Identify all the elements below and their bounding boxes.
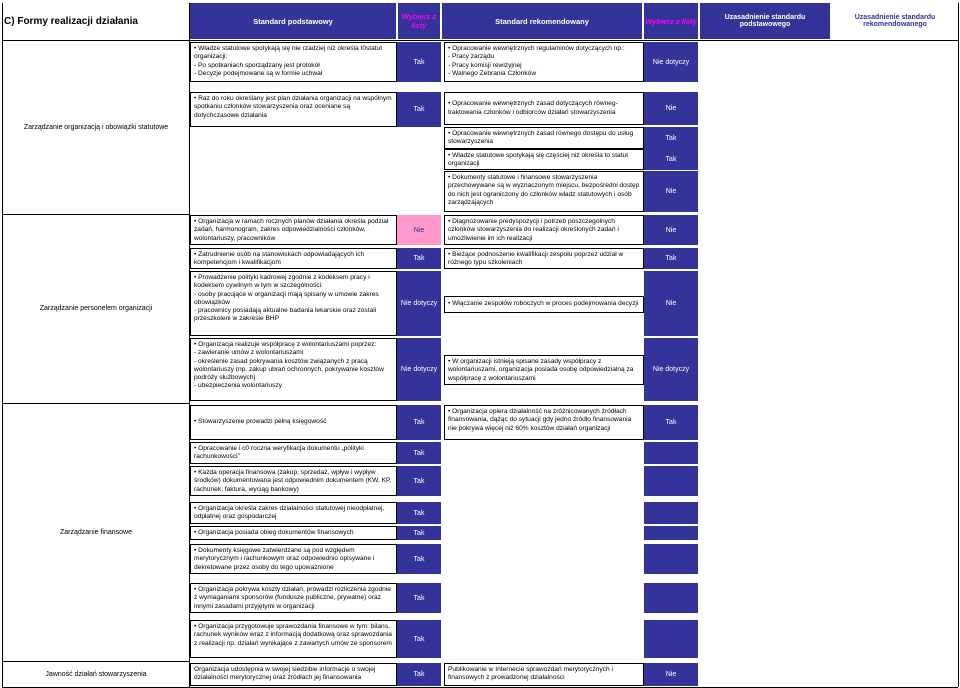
basic-value-10[interactable]: Tak xyxy=(397,502,441,524)
category-transparency: Jawność działań stowarzyszenia xyxy=(45,670,147,678)
recommended-value-4[interactable]: Tak xyxy=(644,149,698,170)
recommended-value-5[interactable]: Nie xyxy=(644,171,698,212)
recommended-empty-3[interactable] xyxy=(644,502,698,524)
recommended-empty-2[interactable] xyxy=(644,466,698,496)
header-justification-basic: Uzasadnienie standardu podstawowego xyxy=(700,3,830,39)
header-justification-recommended: Uzasadnienie standardu rekomendowanego xyxy=(854,14,936,28)
basic-standard-2: • Raz do roku określany jest plan działania organizacji na wspólnym spotkaniu członków stowarzyszenia oraz oceniane są dotychczasowe działania xyxy=(190,92,397,127)
recommended-value-2[interactable]: Nie xyxy=(644,92,698,125)
basic-standard-7: • Stowarzyszenie prowadzi pełną księgowość xyxy=(190,405,397,440)
category-finance: Zarządzanie finansowe xyxy=(60,528,132,536)
recommended-value-9[interactable]: Nie dotyczy xyxy=(644,338,698,401)
recommended-standard-1: • Opracowanie wewnętrznych regulaminów dotyczących np.: - Pracy zarządu - Pracy komisji rewizyjnej - Walnego Zebrania Członków xyxy=(444,42,644,82)
basic-standard-15: Organizacja udostępnia w swojej siedzibie informacje o swojej działalności merytorycznej oraz źródłach jej finansowania xyxy=(190,663,397,686)
basic-value-7[interactable]: Tak xyxy=(397,405,441,440)
category-management: Zarządzanie organizacją i obowiązki statutowe xyxy=(23,123,169,131)
category-personnel: Zarządzanie personelem organizacji xyxy=(39,305,153,312)
basic-value-14[interactable]: Tak xyxy=(397,620,441,658)
basic-value-2[interactable]: Tak xyxy=(397,92,441,127)
basic-value-12[interactable]: Tak xyxy=(397,544,441,574)
basic-value-4[interactable]: Tak xyxy=(397,248,441,269)
recommended-empty-4[interactable] xyxy=(644,526,698,540)
basic-standard-4: • Zatrudnienie osób na stanowiskach odpowiadających ich kompetencjom i kwalifikacjom xyxy=(190,248,397,269)
basic-value-3[interactable]: Nie xyxy=(397,215,441,245)
recommended-empty-5[interactable] xyxy=(644,544,698,574)
recommended-value-7[interactable]: Tak xyxy=(644,248,698,269)
header-pick-list-1[interactable]: Wybierz z listy xyxy=(398,3,440,39)
basic-standard-14: • Organizacja przygotowuje sprawozdania finansowe w tym: bilans, rachunek wyników wraz z informacją dodatkową oraz sprawozdania z realizacji np. działań wynikające z zawartych umów ze sponsorem xyxy=(190,620,397,658)
recommended-empty-1[interactable] xyxy=(644,442,698,464)
recommended-standard-7: • Bieżące podnoszenie kwalifikacji zespołu poprzez udział w różnego typu szkoleniach xyxy=(444,248,644,269)
basic-value-5[interactable]: Nie dotyczy xyxy=(397,271,441,336)
left-border xyxy=(2,3,3,687)
recommended-standard-5: • Dokumenty statutowe i finansowe stowarzyszenia przechowywane są w wyznaczonym miejscu, bezpośredni dostęp do nich jest ograniczony do członków władz statutowych i osób zarządzających xyxy=(444,171,644,212)
basic-value-1[interactable]: Tak xyxy=(397,42,441,82)
recommended-value-8[interactable]: Nie xyxy=(644,271,698,336)
basic-standard-8: • Opracowanie i c0 roczna weryfikacja dokumentu „polityki rachunkowości” xyxy=(190,442,397,464)
recommended-standard-10: • Organizacja opiera działalność na zróżnicowanych źródłach finansowania, dążąc do sytuacji gdy jedno źródło finansowania nie pokrywa więcej niż 60% kosztów działań organizacji xyxy=(444,405,644,440)
basic-value-9[interactable]: Tak xyxy=(397,466,441,496)
basic-standard-3: • Organizacja w ramach rocznych planów działania określa podział zadań, harmonogram, zakres odpowiedzialności członków, wolontariuszy, pracowników xyxy=(190,215,397,245)
basic-value-13[interactable]: Tak xyxy=(397,583,441,613)
header-pick-list-2[interactable]: Wybierz z listy xyxy=(644,3,698,39)
basic-standard-6: • Organizacja realizuje współpracę z wolontariuszami poprzez: - zawieranie umów z wolontariuszami - określenie zasad pokrywania kosztów związanych z pracą wolontariuszy (np. zakup ubrań ochronnych, pokrywanie kosztów podróży służbowych) - ubezpieczenia wolontariuszy xyxy=(190,338,397,401)
basic-value-8[interactable]: Tak xyxy=(397,442,441,464)
right-border xyxy=(958,3,959,687)
recommended-standard-8: • Włączanie zespołów roboczych w proces podejmowania decyzji xyxy=(444,296,644,313)
basic-standard-11: • Organizacja posiada obieg dokumentów finansowych xyxy=(190,526,397,540)
recommended-standard-9: • W organizacji istnieją spisane zasady współpracy z wolontariuszami, organizacja posiada osobę odpowiedzialną za współpracę z wolontariuszami xyxy=(444,355,644,385)
recommended-standard-3: • Opracowanie wewnętrznych zasad równego dostępu do usług stowarzyszenia xyxy=(444,127,644,149)
recommended-value-10[interactable]: Tak xyxy=(644,405,698,440)
basic-standard-9: • Każda operacja finansowa (zakup, sprzedaż, wpływ i wypływ środków) dokumentowana jest odpowiednim dokumentem (KW, KP, rachunek, faktura, wyciąg bankowy) xyxy=(190,466,397,496)
recommended-value-11[interactable]: Nie xyxy=(644,663,698,686)
basic-standard-10: • Organizacja określa zakres działalności statutowej nieodpłatnej, odpłatnej oraz gospodarczej xyxy=(190,502,397,524)
recommended-standard-11: Publikowanie w Internecie sprawozdań merytorycznych i finansowych z prowadzonej działalności xyxy=(444,663,644,686)
header-standard-recommended: Standard rekomendowany xyxy=(442,3,642,39)
basic-value-6[interactable]: Nie dotyczy xyxy=(397,338,441,401)
recommended-value-6[interactable]: Nie xyxy=(644,215,698,245)
basic-standard-1: • Władze statutowe spotykają się nie rzadziej niż określa t0statut organizacji: - Po spotkaniach sporządzany jest protokół - Decyzje podejmowane są w formie uchwał xyxy=(190,42,397,82)
basic-value-11[interactable]: Tak xyxy=(397,526,441,540)
recommended-value-3[interactable]: Tak xyxy=(644,127,698,149)
section-title: C) Formy realizacji działania xyxy=(4,15,138,27)
recommended-empty-7[interactable] xyxy=(644,620,698,658)
recommended-empty-6[interactable] xyxy=(644,583,698,613)
recommended-standard-6: • Diagnozowanie predyspozycji i potrzeb poszczególnych członków stowarzyszenia do realizacji określonych zadań i umożliwienie im ich realizacji xyxy=(444,215,644,245)
basic-standard-13: • Organizacja pokrywa koszty działań, prowadzi rozliczenia zgodnie z wymaganiami sponsorów (fundusze publiczne, prywatne) oraz innymi zasadami przyjętymi w organizacji xyxy=(190,583,397,613)
basic-standard-5: • Prowadzenie polityki kadrowej zgodnie z kodeksem pracy i kodeksem cywilnym w tym w szczególności: - osoby pracujące w organizacji mają spisany w umowie zakres obowiązków - pracownicy posiadają aktualne badania lekarskie oraz zostali przeszkoleni w zakresie BHP xyxy=(190,271,397,336)
header-standard-basic: Standard podstawowy xyxy=(190,3,396,39)
recommended-value-1[interactable]: Nie dotyczy xyxy=(644,42,698,82)
recommended-standard-2: • Opracowanie wewnętrznych zasad dotyczących równeg-traktowania członków i odbiorców działań stowarzyszenia xyxy=(444,92,644,125)
recommended-standard-4: • Władze statutowe spotykają się częściej niż określa to statut organizacji xyxy=(444,149,644,170)
basic-value-15[interactable]: Tak xyxy=(397,663,441,686)
basic-standard-12: • Dokumenty księgowe zatwierdzane są pod względem merytorycznym i rachunkowym oraz odpowiednio opisywane i dekretowane przez osoby do tego upoważnione xyxy=(190,544,397,574)
